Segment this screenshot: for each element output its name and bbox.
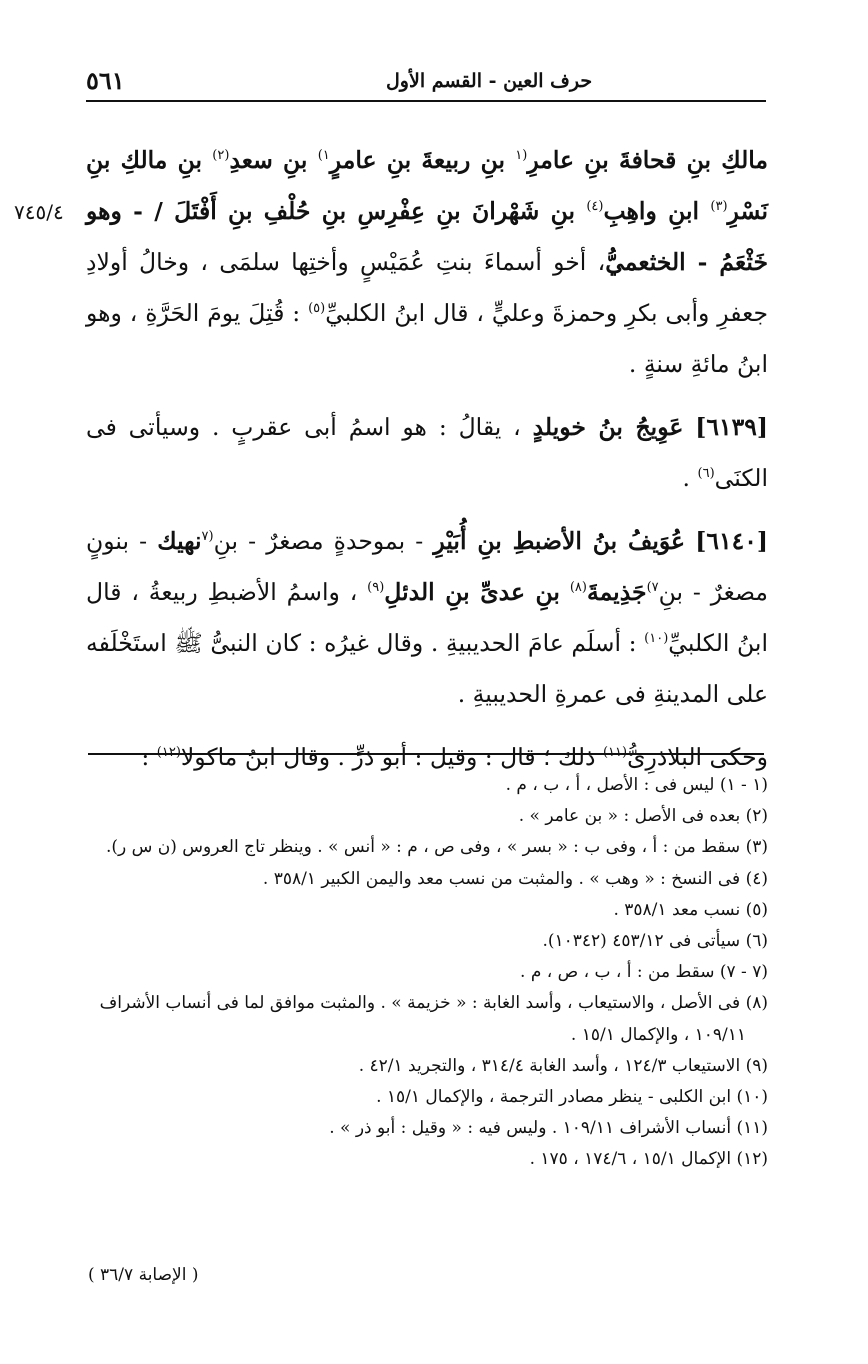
footnote-8: (٨) فى الأصل ، والاستيعاب ، وأسد الغابة : « خزيمة » . والمثبت موافق لما فى أنساب الأشراف — [99, 993, 768, 1014]
footnote-10: (١٠) ابن الكلبى - ينظر مصادر الترجمة ، والإكمال ١٥/١ . — [376, 1087, 768, 1108]
body-text-run: : قُتِلَ يومَ الحَرَّةِ ، وهو ابنُ مائةِ سنةٍ . — [86, 299, 768, 378]
footnote-2: (٢) بعده فى الأصل : « بن عامر » . — [518, 806, 768, 827]
footnote-marker: ١) — [317, 148, 330, 164]
paragraph-entry-6139 — [86, 402, 768, 504]
body-text-run: - بموحدةٍ مصغرٌ - بنِ — [213, 527, 434, 555]
lineage-name: جَذِيمةَ — [586, 578, 647, 606]
page-header — [86, 64, 766, 102]
footnote-7: (٧ - ٧) سقط من : أ ، ب ، ص ، م . — [520, 962, 768, 983]
footnote-marker: (١٠) — [644, 631, 669, 647]
running-title: حرف العين - القسم الأول — [386, 70, 593, 92]
footnote-11: (١١) أنساب الأشراف ١٠٩/١١ . وليس فيه : « وقيل : أبو ذر » . — [329, 1118, 768, 1139]
lineage-text: بنِ مالكِ بنِ نَسْرِ — [86, 146, 768, 225]
footnote-marker: (٩) — [367, 580, 385, 596]
paragraph-entry-continuation — [86, 135, 768, 390]
footnote-marker: (١٢) — [156, 745, 181, 761]
body-text-run: وحكى البلاذرِىُّ — [627, 743, 768, 771]
footnotes — [86, 770, 768, 1176]
entry-name: عَوِيجُ بنُ خويلدٍ — [532, 413, 684, 441]
entry-number: [٦١٤٠] — [695, 527, 768, 555]
lineage-name: بنِ عدىِّ بنِ الدئلِ — [384, 578, 560, 606]
body-text-run: ، يقالُ : هو اسمُ أبى عقربٍ . وسيأتى فى الكنَى — [86, 413, 768, 492]
footnote-3: (٣) سقط من : أ ، وفى ب : « بسر » ، وفى ص ، م : « أنس » . وينظر تاج العروس (ن س ر). — [105, 837, 768, 858]
footnote-marker: (٢) — [212, 148, 230, 164]
footnote-marker: (٦) — [697, 466, 715, 482]
body-text-run: - بنونٍ مصغرٌ - بنِ — [86, 527, 768, 606]
lineage-text: بنِ شَهْرانَ بنِ عِفْرِسِ بنِ حُلْفِ بنِ أَفْتَلَ / - وهو خَثْعَمُ - — [86, 197, 768, 276]
footnote-5: (٥) نسب معد ٣٥٨/١ . — [613, 899, 768, 920]
body-text-run: . — [682, 464, 698, 492]
footnote-marker: ٧) — [646, 580, 659, 596]
footnote-4: (٤) فى النسخ : « وهب » . والمثبت من نسب معد واليمن الكبير ٣٥٨/١ . — [262, 868, 768, 889]
footnote-12: (١٢) الإكمال ١٥/١ ، ١٧٤/٦ ، ١٧٥ . — [529, 1149, 768, 1170]
paragraph-entry-6140 — [86, 516, 768, 720]
entry-name: عُوَيفُ بنُ الأضبطِ بنِ أُبَيْرِ — [433, 527, 686, 555]
footnote-8-continuation: ١٠٩/١١ ، والإكمال ١٥/١ . — [570, 1024, 746, 1045]
footnote-marker: (٤) — [586, 199, 604, 215]
body-text-run: : — [141, 743, 157, 771]
signature-mark: ( الإصابة ٣٦/٧ ) — [88, 1265, 199, 1285]
footnote-marker: (١١) — [602, 745, 628, 761]
main-text — [86, 135, 768, 795]
page-number: ٥٦١ — [86, 66, 125, 95]
footnote-divider — [88, 753, 764, 755]
footnote-marker: (٥) — [308, 301, 326, 317]
footnote-1: (١ - ١) ليس فى : الأصل ، أ ، ب ، م . — [505, 775, 768, 795]
body-text-run: ذلك ؛ قال : وقيل : أبو ذرٍّ . وقال ابنُ ماكولا — [180, 743, 603, 771]
footnote-6: (٦) سيأتى فى ٤٥٣/١٢ (١٠٣٤٢). — [542, 931, 768, 952]
lineage-text: ابنِ واهِبِ — [603, 197, 711, 225]
footnote-marker: (١ — [515, 148, 528, 164]
lineage-text: بنِ سعدِ — [229, 146, 318, 174]
entry-number: [٦١٣٩] — [695, 413, 768, 441]
footnote-marker: (٨) — [569, 580, 587, 596]
body-text-run: ، أخو أسماءَ بنتِ عُمَيْسٍ وأختِها سلمَى ، وخالُ أولادِ جعفرِ وأبى بكرِ وحمزةَ وعليٍّ ، قال ابنُ الكلبيِّ — [86, 248, 768, 327]
lineage-text: بنِ ربيعةَ بنِ عامرٍ — [329, 146, 516, 174]
nisba-text: الخثعميُّ — [605, 248, 686, 276]
lineage-name: نهيك — [157, 527, 202, 555]
footnote-marker: (٧ — [201, 529, 214, 545]
footnote-9: (٩) الاستيعاب ١٢٤/٣ ، وأسد الغابة ٣١٤/٤ ، والتجريد ٤٢/١ . — [358, 1055, 768, 1076]
margin-volume-reference: ٧٤٥/٤ — [14, 200, 64, 224]
body-text-run: : أسلَم عامَ الحديبيةِ . وقال غيرُه : كان النبىُّ ﷺ استَخْلَفه على المدينةِ فى عمرةِ الحديبيةِ . — [86, 629, 768, 708]
body-text-run: ، واسمُ الأضبطِ ربيعةُ ، قال ابنُ الكلبيِّ — [86, 578, 768, 657]
lineage-text: مالكِ بنِ قحافةَ بنِ عامرِ — [527, 146, 768, 174]
footnote-marker: (٣) — [710, 199, 728, 215]
